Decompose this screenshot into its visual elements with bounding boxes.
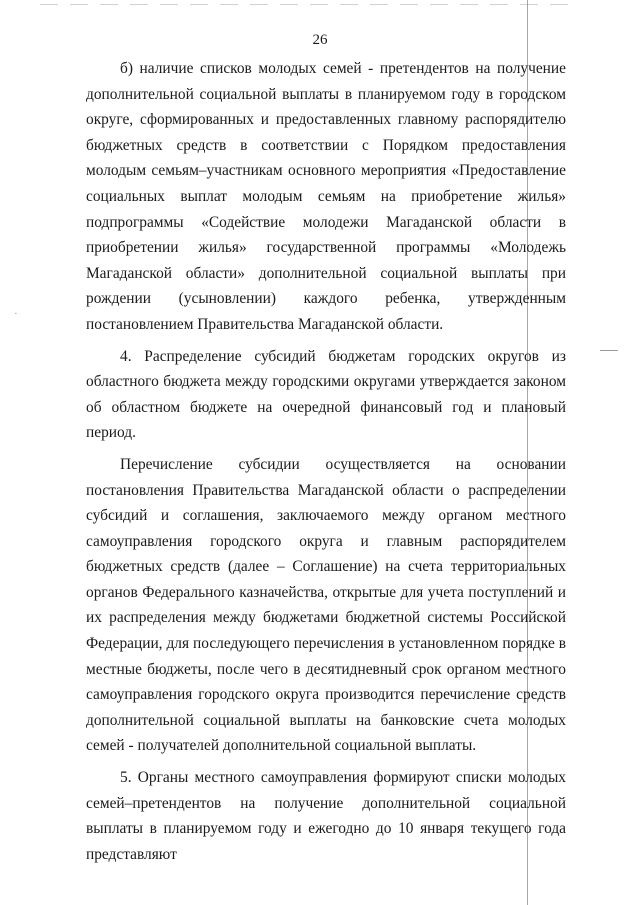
margin-mark: ·	[14, 308, 18, 320]
page-number: 26	[312, 32, 328, 48]
paragraph-b-young-family-lists: б) наличие списков молодых семей - претендентов на получение дополнительной социальной выплаты в планируемом году в городском округе, сформированных и предоставленных главному распорядителю бюджетных средств в соответствии с Порядком предоставления молодым семьям–участникам основного мероприятия «Предоставление социальных выплат молодым семьям на приобретение жилья» подпрограммы «Содействие молодежи Магаданской области в приобретении жилья» государственной программы «Молодежь Магаданской области» дополнительной социальной выплаты при рождении (усыновлении) каждого ребенка, утвержденным постановлением Правительства Магаданской области.	[86, 60, 566, 333]
paragraph-4-subsidy-distribution: 4. Распределение субсидий бюджетам городских округов из областного бюджета между городскими округами утверждается законом об областном бюджете на очередной финансовый год и плановый период.	[86, 347, 566, 442]
paragraph-5-local-authorities: 5. Органы местного самоуправления формируют списки молодых семей–претендентов на получение дополнительной социальной выплаты в планируемом году и ежегодно до 10 января текущего года представляют	[86, 769, 566, 863]
margin-dash	[600, 350, 618, 351]
paragraph-subsidy-transfer: Перечисление субсидии осуществляется на основании постановления Правительства Магаданской области о распределении субсидий и соглашения, заключаемого между органом местного самоуправления городского округа и главным распорядителем бюджетных средств (далее – Соглашение) на счета территориальных органов Федерального казначейства, открытые для учета поступлений и их распределения между бюджетами бюджетной системы Российской Федерации, для последующего перечисления в установленном порядке в местные бюджеты, после чего в десятидневный срок органом местного самоуправления городского округа производится перечисление средств дополнительной социальной выплаты на банковские счета молодых семей - получателей дополнительной социальной выплаты.	[86, 455, 566, 755]
document-body	[86, 56, 566, 871]
scan-artifact-top	[40, 4, 580, 5]
